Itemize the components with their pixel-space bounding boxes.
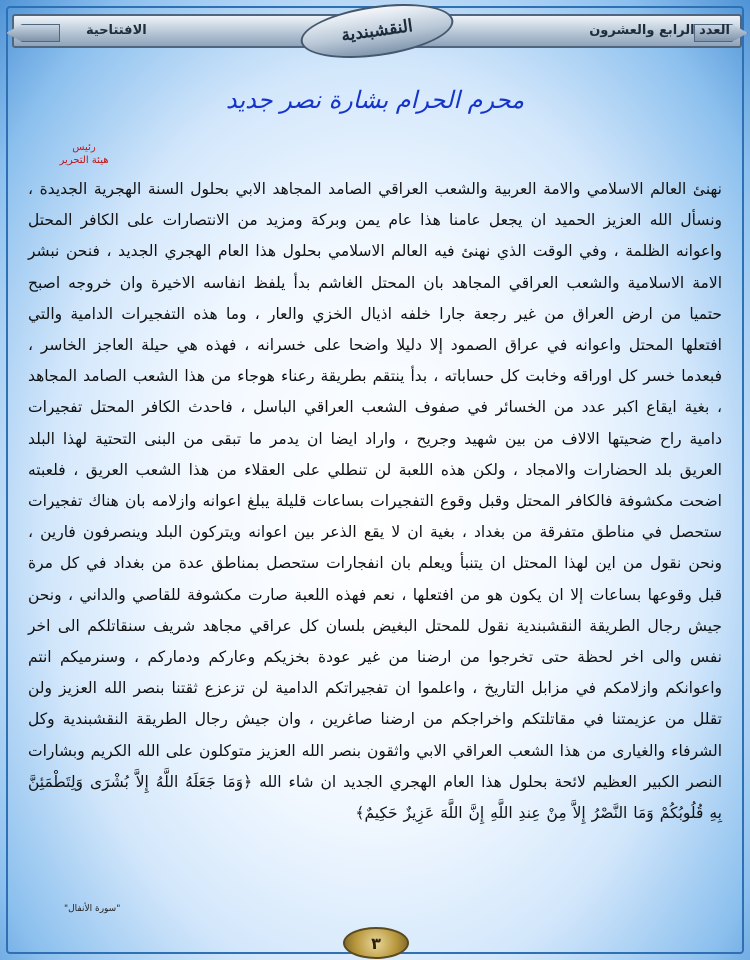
section-label: الافتتاحية xyxy=(86,23,147,38)
page-number-badge xyxy=(343,927,409,959)
editor-line-2: هيئة التحرير xyxy=(59,155,109,166)
editor-signature xyxy=(54,141,114,167)
quran-reference: "سورة الأنفال" xyxy=(64,904,121,914)
article-paragraph: نهنئ العالم الاسلامي والامة العربية والشعب العراقي الصامد المجاهد الابي بحلول السنة الهجرية الجديدة ، ونسأل الله العزيز الحميد ان يجعل عامنا هذا عام يمن وبركة ومزيد من الانتصارات على الكافر المحتل واعوانه الظلمة ، وفي الوقت الذي نهنئ فيه العالم الاسلامي بحلول هذا العام الهجري الجديد ، فنحن نبشر الامة الاسلامية والشعب العراقي المجاهد بان المحتل الغاشم بدأ يلفظ انفاسه الاخيرة وان خروجه اصبح حتميا من ارض العراق من غير رجعة جارا خلفه اذيال الخزي والعار ، وما هذه التفجيرات الدامية والتي افتعلها المحتل واعوانه في عراق الصمود إلا دليلا واضحا على خسرانه ، فهذه هي حيلة العاجز الخاسر ، فبعدما خسر كل اوراقه وخابت كل حساباته ، بدأ ينتقم بطريقة رعناء هوجاء من هذا الشعب الصامد المجاهد ، بغية ايقاع اكبر عدد من الخسائر في صفوف الشعب العراقي الباسل ، فاحدث الكافر المحتل تفجيرات دامية راح ضحيتها الالاف من بين شهيد وجريح ، واراد ايضا ان يدمر ما تبقى من البنى التحتية لهذا البلد العريق بلد الحضارات والامجاد ، ولكن هذه اللعبة لن تنطلي على العقلاء من هذا الشعب العريق ، فلعبته اضحت مكشوفة فالكافر المحتل وقبل وقوع التفجيرات بساعات قليلة يبلغ اعوانه وازلامه بان هناك تفجيرات ستحصل في مناطق متفرقة من بغداد ، بغية ان لا يقع الذعر بين اعوانه ويتركون البلد وينصرفون فارين ، ونحن نقول من اين لهذا المحتل ان يتنبأ ويعلم بان انفجارات ستحصل بمناطق عدة من بغداد في كل مرة قبل وقوعها بساعات إلا ان يكون هو من افتعلها ، نعم فهذه اللعبة صارت مكشوفة للقاصي والداني ، ونحن جيش رجال الطريقة النقشبندية نقول للمحتل البغيض بلسان كل عراقي مجاهد شريف سنقاتلكم الى اخر نفس والى اخر لحظة حتى تخرجوا من ارضنا من غير عودة بخزيكم وعاركم ودماركم ، وسنرميكم انتم واعوانكم وازلامكم في مزابل التاريخ ، واعلموا ان تفجيراتكم الدامية لن تزعزع ثقتنا بنصر الله العزيز ولن تقلل من عزيمتنا في مقاتلتكم واخراجكم من ارضنا صاغرين ، وان جيش رجال الطريقة النقشبندية وكل الشرفاء والغيارى من هذا الشعب العراقي الابي واثقون بنصر الله العزيز متوكلون على الله الكريم وبشارات النصر الكبير العظيم لائحة بحلول هذا العام الهجري الجديد ان شاء الله ﴿وَمَا جَعَلَهُ اللَّهُ إِلاَّ بُشْرَى وَلِتَطْمَئِنَّ بِهِ قُلُوبُكُمْ وَمَا النَّصْرُ إِلاَّ مِنْ عِندِ اللَّهِ إِنَّ اللَّهَ عَزِيزٌ حَكِيمٌ﴾ xyxy=(28,180,722,823)
banner-end-left xyxy=(6,24,60,42)
article-body xyxy=(28,174,722,829)
reference-text: سورة الأنفال xyxy=(68,904,117,914)
issue-label: العدد الرابع والعشرون xyxy=(589,23,730,38)
emblem-text: النقشبندية xyxy=(340,16,414,46)
article-title: محرم الحرام بشارة نصر جديد xyxy=(225,86,525,114)
editor-line-1: رئيس xyxy=(72,142,96,153)
page-number: ٣ xyxy=(371,933,381,953)
